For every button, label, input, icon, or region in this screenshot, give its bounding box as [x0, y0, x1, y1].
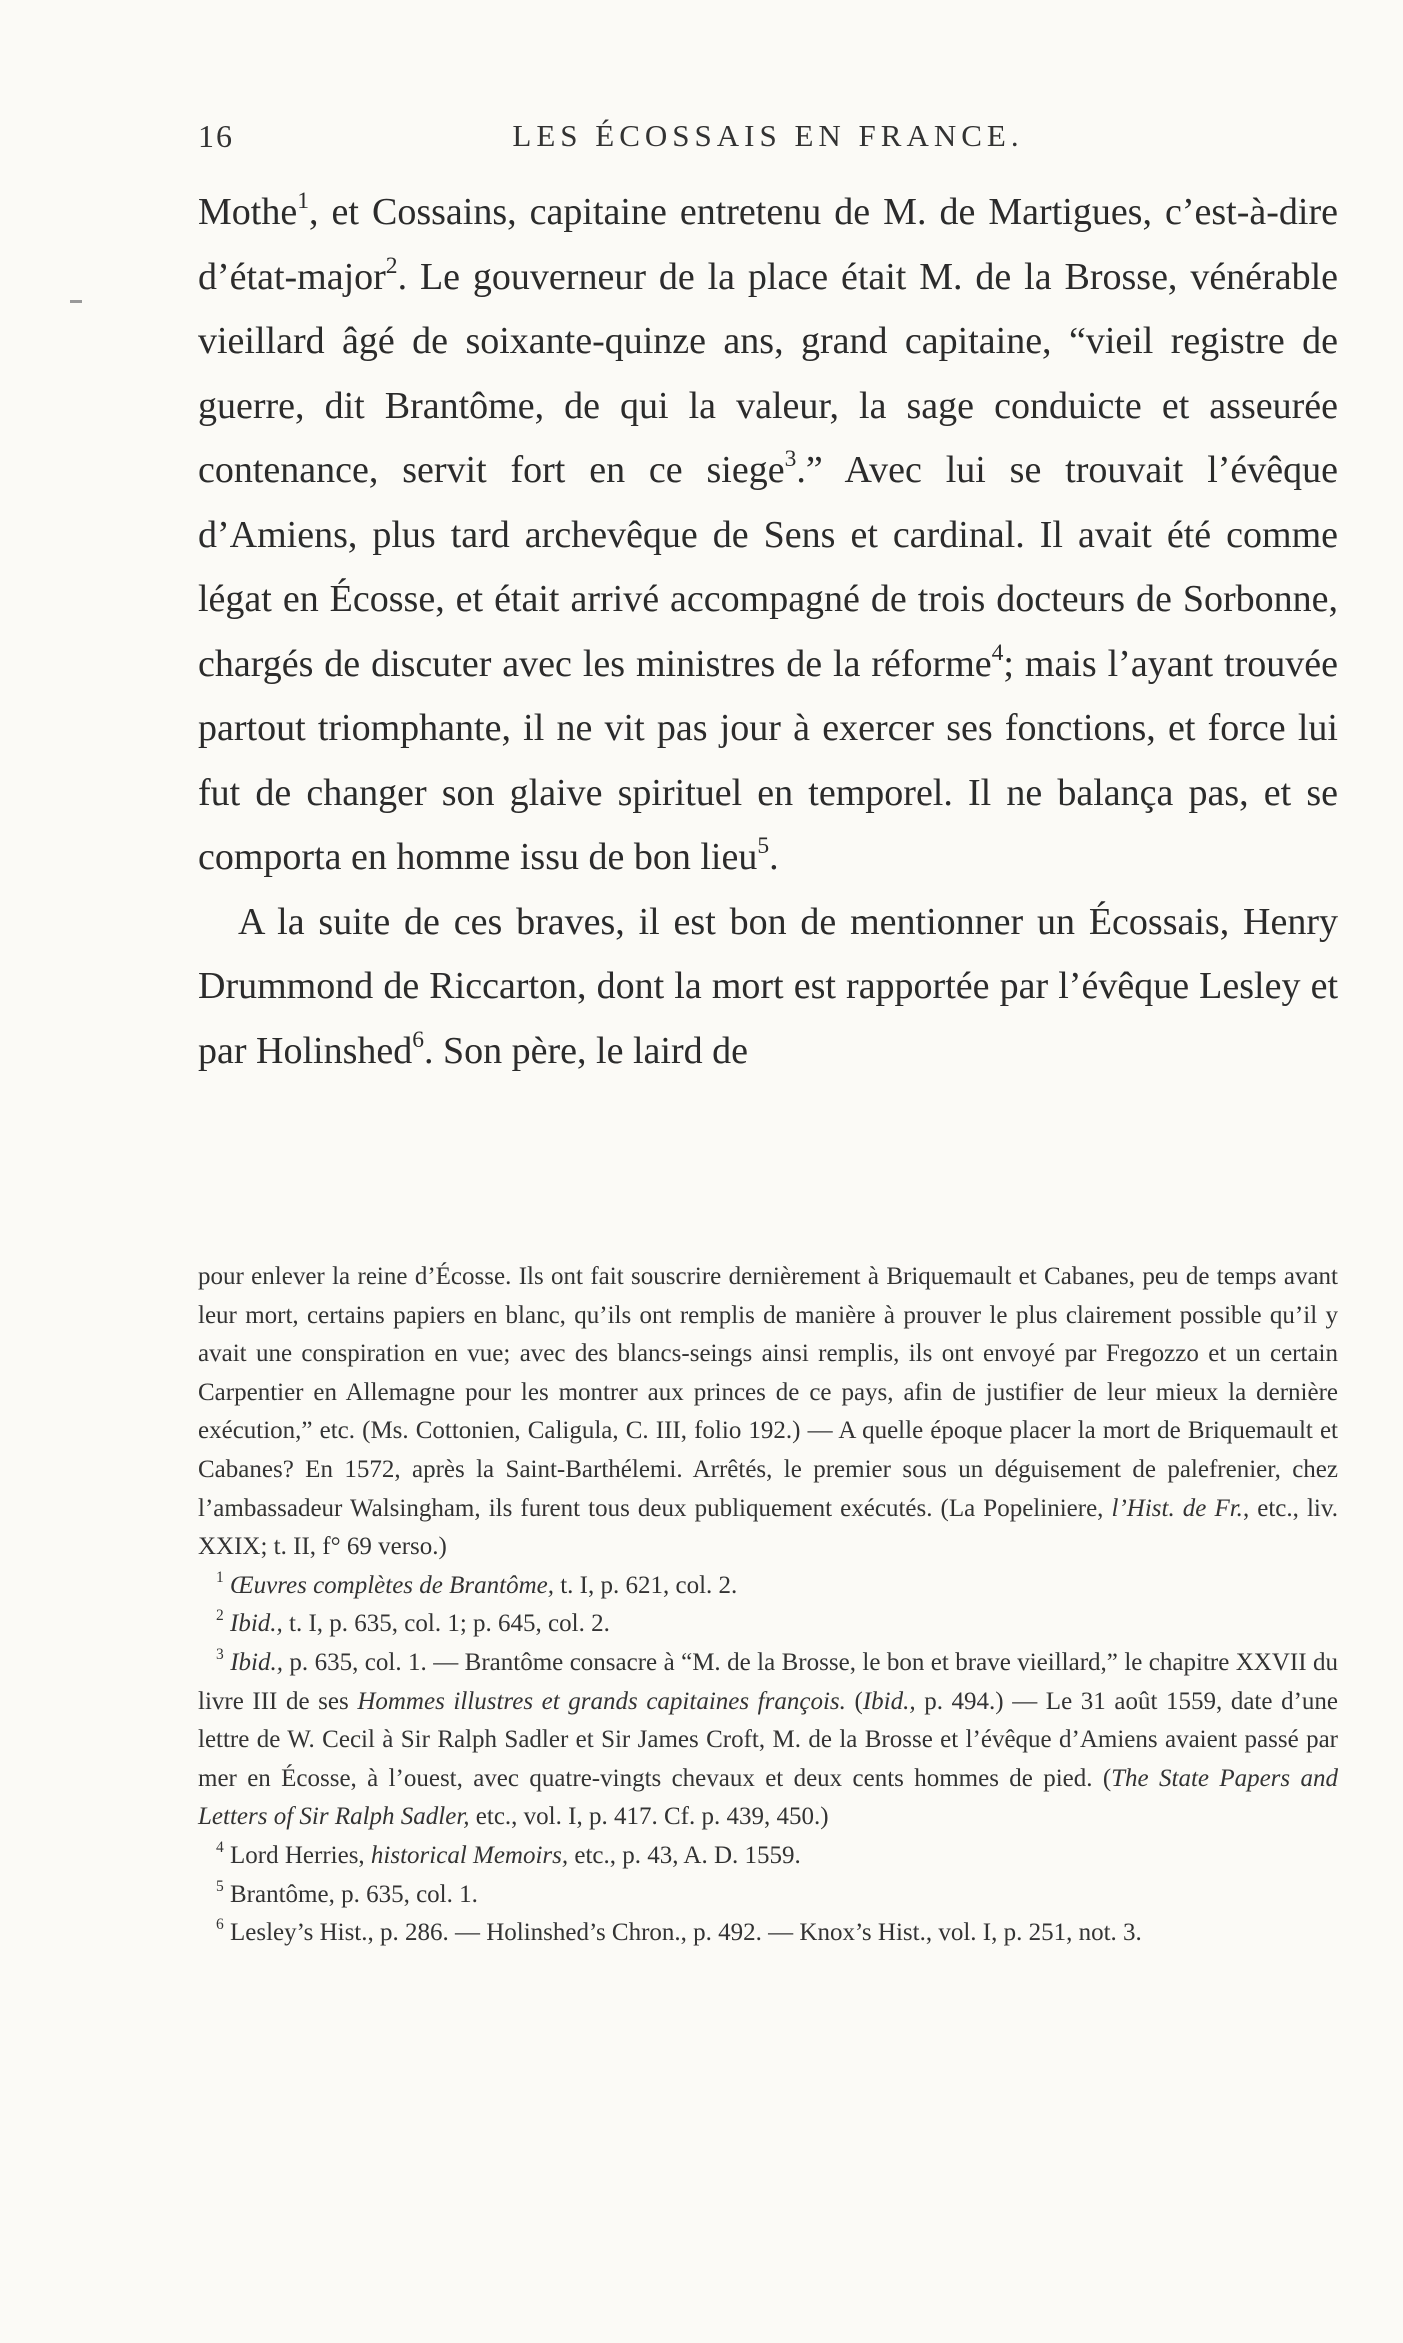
paragraph-2: [198, 890, 1338, 1084]
footnote-ref-5: 5: [757, 833, 770, 859]
italic-title: Hommes illustres et grands capitaines françois.: [357, 1687, 846, 1715]
footnote-number: 5: [216, 1877, 224, 1895]
footnote-number: 4: [216, 1839, 224, 1857]
footnote-ref-6: 6: [412, 1026, 425, 1053]
footnote-number: 2: [216, 1607, 224, 1625]
footnote-ref-1: 1: [297, 188, 309, 214]
text-run: .” Avec lui se trouvait l’évêque d’Amiens, plus tard archevêque de Sens et cardinal. Il avait été comme légat en Écosse, et était arrivé accompagné de trois docteurs de Sorbonne, chargés de discuter avec les ministres de la réforme: [198, 449, 1338, 685]
footnote-1: [198, 1567, 1338, 1606]
footnote-ref-4: 4: [991, 639, 1004, 666]
text-run: t. I, p. 621, col. 2.: [553, 1571, 738, 1599]
margin-mark: [70, 300, 82, 303]
footnote-5: [198, 1876, 1338, 1915]
text-run: t. I, p. 635, col. 1; p. 645, col. 2.: [282, 1610, 610, 1638]
footnotes: [198, 1258, 1338, 1953]
page-number: 16: [198, 118, 234, 154]
footnote-3: [198, 1644, 1338, 1837]
text-run: p. 635, col. 1. — Brantôme consacre à “M. de la Brosse, le bon et brave vieillard,” le chapitre XXVII du livre III de ses: [198, 1648, 1339, 1715]
text-run: p. 494.) — Le 31 août 1559, date d’une lettre de W. Cecil à Sir Ralph Sadler et Sir James Croft, M. de la Brosse et l’évêque d’Amiens avaient passé par mer en Écosse, à l’ouest, avec quatre-vingts chevaux et deux cents hommes de pied. (: [198, 1687, 1338, 1792]
text-run: A la suite de ces braves, il est bon de mentionner un Écossais, Henry Drummond de Riccarton, dont la mort est rapportée par l’évêque Lesley et par Holinshed: [198, 900, 1338, 1072]
italic-title: historical Memoirs,: [370, 1841, 569, 1869]
text-run: . Le gouverneur de la place était M. de la Brosse, vénérable vieillard âgé de soixante-quinze ans, grand capitaine, “vieil registre de guerre, dit Brantôme, de qui la valeur, la sage conduicte et asseurée contenance, servit fort en ce siege: [198, 255, 1338, 491]
text-run: . Son père, le laird de: [424, 1029, 748, 1072]
running-title: LES ÉCOSSAIS EN FRANCE.: [512, 118, 1024, 153]
text-run: .: [769, 836, 779, 878]
page-header: [198, 118, 1338, 158]
text-run: ; mais l’ayant trouvée partout triomphante, il ne vit pas jour à exercer ses fonctions, et force lui fut de changer son glaive spirituel en temporel. Il ne balança pas, et se comporta en homme issu de bon lieu: [198, 642, 1338, 878]
text-run: (: [845, 1687, 863, 1715]
footnote-4: [198, 1837, 1338, 1876]
text-run: Lesley’s Hist., p. 286. — Holinshed’s Chron., p. 492. — Knox’s Hist., vol. I, p. 251, not. 3.: [230, 1919, 1142, 1947]
text-run: Mothe: [198, 191, 298, 233]
text-run: etc., vol. I, p. 417. Cf. p. 439, 450.): [469, 1803, 829, 1831]
text-run: , etc., liv. XXIX; t. II, f° 69 verso.): [198, 1494, 1339, 1561]
body-text: [198, 180, 1338, 1083]
text-run: , et Cossains, capitaine entretenu de M. de Martigues, c’est-à-dire d’état-major: [198, 191, 1338, 298]
text-run: Lord Herries,: [230, 1841, 371, 1869]
footnote-ref-3: 3: [784, 446, 797, 472]
footnote-ref-2: 2: [385, 252, 398, 279]
italic-title: Ibid.,: [230, 1648, 283, 1676]
text-run: pour enlever la reine d’Écosse. Ils ont fait souscrire dernièrement à Briquemault et Cabanes, peu de temps avant leur mort, certains papiers en blanc, qu’ils ont remplis de manière à prouver le plus clairement possible qu’il y avait une conspiration en vue; avec des blancs-seings ainsi remplis, ils ont envoyé par Fregozzo et un certain Carpentier en Allemagne pour les montrer aux princes de ce pays, afin de justifier de leur mieux la dernière exécution,” etc. (Ms. Cottonien, Caligula, C. III, folio 192.) — A quelle époque placer la mort de Briquemault et Cabanes? En 1572, après la Saint-Barthélemi. Arrêtés, le premier sous un déguisement de palefrenier, chez l’ambassadeur Walsingham, ils furent tous deux publiquement exécutés. (La Popeliniere,: [198, 1263, 1338, 1522]
text-run: Brantôme, p. 635, col. 1.: [230, 1880, 478, 1908]
italic-title: Ibid.,: [862, 1687, 916, 1715]
paragraph-1: [198, 180, 1338, 890]
footnote-6: [198, 1914, 1338, 1953]
text-run: etc., p. 43, A. D. 1559.: [568, 1841, 801, 1869]
footnote-number: 1: [216, 1568, 224, 1586]
footnote-continuation: [198, 1258, 1338, 1567]
italic-title: The State Papers and Letters of Sir Ralph Sadler,: [198, 1764, 1338, 1831]
italic-title: l’Hist. de Fr.: [1111, 1494, 1243, 1522]
italic-title: Œuvres complètes de Brantôme,: [230, 1571, 554, 1599]
footnote-number: 3: [216, 1646, 224, 1664]
footnote-2: [198, 1605, 1338, 1644]
italic-title: Ibid.,: [230, 1610, 283, 1638]
footnote-number: 6: [216, 1916, 224, 1934]
